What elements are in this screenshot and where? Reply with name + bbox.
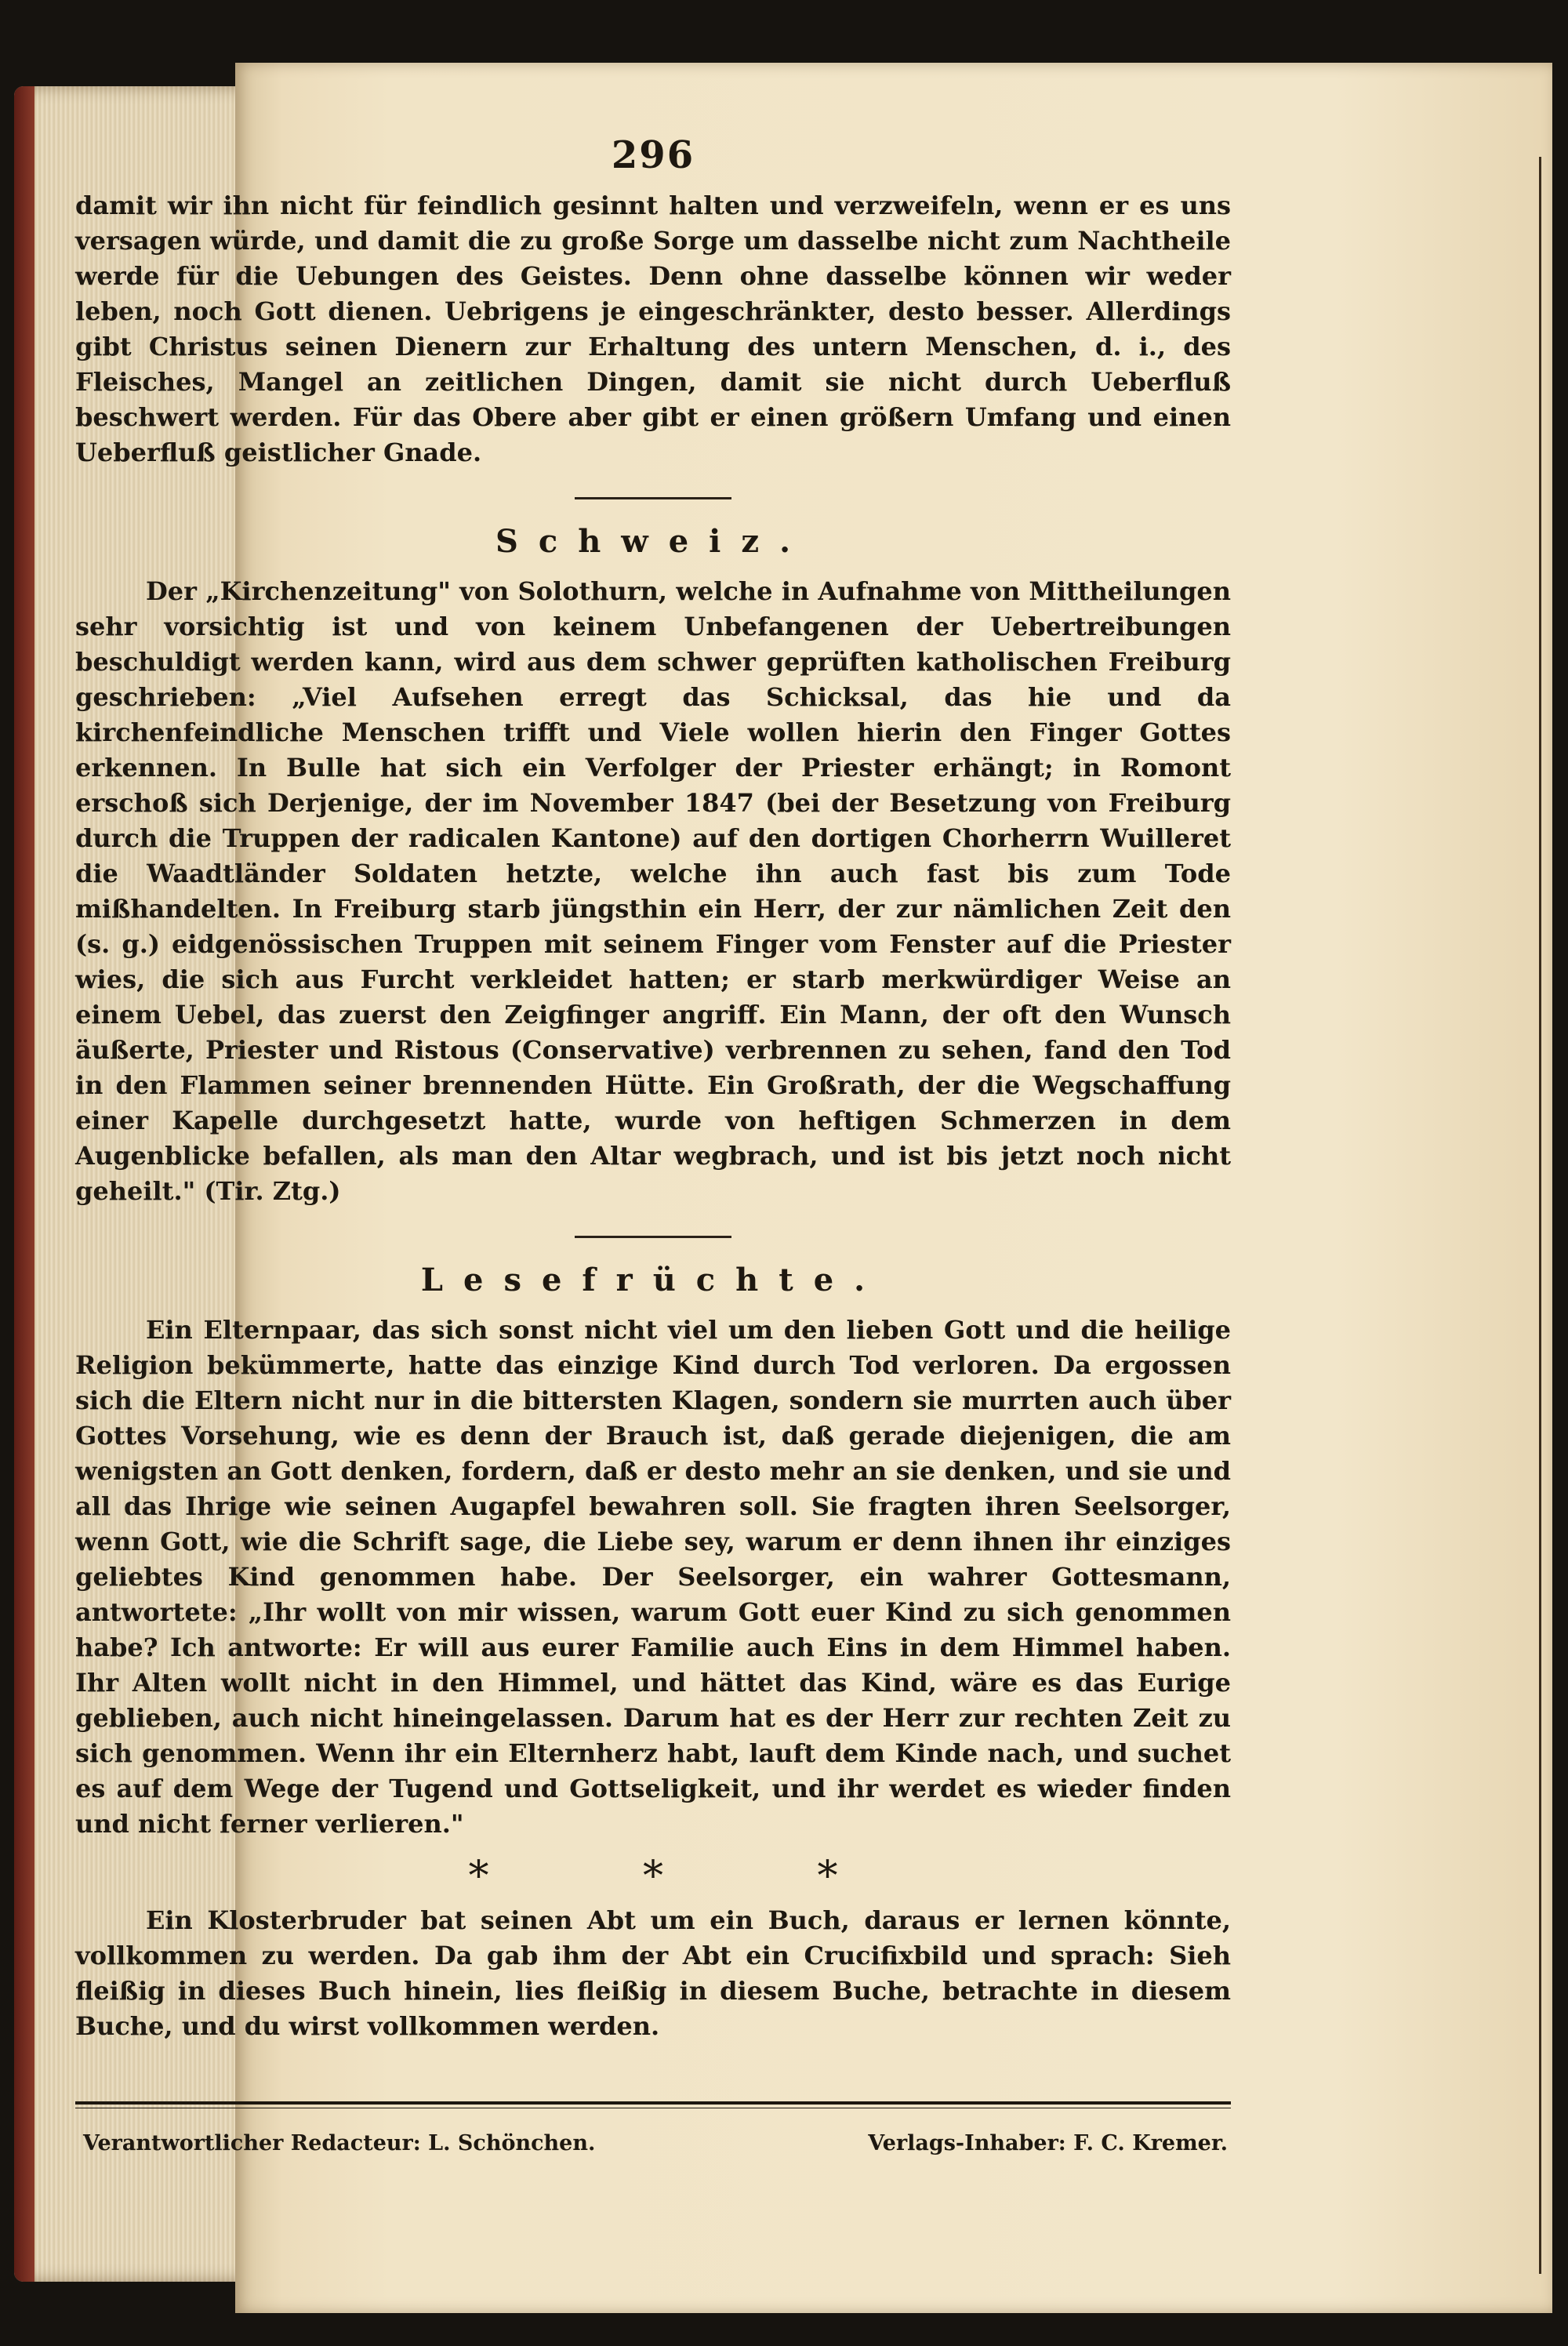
section-divider bbox=[575, 497, 731, 499]
gutter-line bbox=[1539, 157, 1541, 2274]
book-cover-edge bbox=[14, 86, 34, 2282]
section-heading-lesefruechte: Lesefrüchte. bbox=[420, 1262, 886, 1298]
lesefruechte-paragraph-2: Ein Klosterbruder bat seinen Abt um ein Buch, daraus er lernen könnte, vollkommen zu werden. Da gab ihm der Abt ein Crucifixbild und sprach: Sieh fleißig in dieses Buch hinein, lies fleißig in diesem Buche, betrachte in diesem Buche, und du wirst vollkommen werden. bbox=[75, 1905, 1231, 2041]
footer-rule bbox=[75, 2101, 1231, 2104]
page-number: 296 bbox=[611, 133, 695, 177]
asterism-separator: * * * bbox=[468, 1853, 909, 1900]
section-divider bbox=[575, 1236, 731, 1238]
section-heading-schweiz: Schweiz. bbox=[495, 523, 811, 560]
schweiz-paragraph: Der „Kirchenzeitung" von Solothurn, welche in Aufnahme von Mittheilungen sehr vorsichtig ist und von keinem Unbefangenen der Uebertreibungen beschuldigt werden kann, wird aus dem schwer geprüften katholischen Freiburg geschrieben: „Viel Aufsehen erregt das Schicksal, das hie und da kirchenfeindliche Menschen trifft und Viele wollen hierin den Finger Gottes erkennen. In Bulle hat sich ein Verfolger der Priester erhängt; in Romont erschoß sich Derjenige, der im November 1847 (bei der Besetzung von Freiburg durch die Truppen der radicalen Kantone) auf den dortigen Chorherrn Wuilleret die Waadtländer Soldaten hetzte, welche ihn auch fast bis zum Tode mißhandelten. In Freiburg starb jüngsthin ein Herr, der zur nämlichen Zeit den (s. g.) eidgenössischen Truppen mit seinem Finger vom Fenster auf die Priester wies, die sich aus Furcht verkleidet hatten; er starb merkwürdiger Weise an einem Uebel, das zuerst den Zeigfinger angriff. Ein Mann, der oft den Wunsch äußerte, Priester und Ristous (Conservative) verbrennen zu sehen, fand den Tod in den Flammen seiner brennenden Hütte. Ein Großrath, der die Wegschaffung einer Kapelle durchgesetzt hatte, wurde von heftigen Schmerzen in dem Augenblicke befallen, als man den Altar wegbrach, und ist bis jetzt noch nicht geheilt." (Tir. Ztg.) bbox=[75, 576, 1231, 1206]
footer-editor: Verantwortlicher Redacteur: L. Schönchen. bbox=[83, 2131, 596, 2155]
opening-paragraph: damit wir ihn nicht für feindlich gesinnt halten und verzweifeln, wenn er es uns versagen würde, und damit die zu große Sorge um dasselbe nicht zum Nachtheile werde für die Uebungen des Geistes. Denn ohne dasselbe können wir weder leben, noch Gott dienen. Uebrigens je eingeschränkter, desto besser. Allerdings gibt Christus seinen Dienern zur Erhaltung des untern Menschen, d. i., des Fleisches, Mangel an zeitlichen Dingen, damit sie nicht durch Ueberfluß beschwert werden. Für das Obere aber gibt er einen größern Umfang und einen Ueberfluß geistlicher Gnade. bbox=[75, 191, 1231, 467]
page-content bbox=[75, 133, 1231, 2044]
lesefruechte-paragraph: Ein Elternpaar, das sich sonst nicht viel um den lieben Gott und die heilige Religion bekümmerte, hatte das einzige Kind durch Tod verloren. Da ergossen sich die Eltern nicht nur in die bittersten Klagen, sondern sie murrten auch über Gottes Vorsehung, wie es denn der Brauch ist, daß gerade diejenigen, die am wenigsten an Gott denken, fordern, daß er desto mehr an sie denken, und sie und all das Ihrige wie seinen Augapfel bewahren soll. Sie fragten ihren Seelsorger, wenn Gott, wie die Schrift sage, die Liebe sey, warum er denn ihnen ihr einziges geliebtes Kind genommen habe. Der Seelsorger, ein wahrer Gottesmann, antwortete: „Ihr wollt von mir wissen, warum Gott euer Kind zu sich genommen habe? Ich antworte: Er will aus eurer Familie auch Eins in dem Himmel haben. Ihr Alten wollt nicht in den Himmel, und hättet das Kind, wäre es das Eurige geblieben, auch nicht hineingelassen. Darum hat es der Herr zur rechten Zeit zu sich genommen. Wenn ihr ein Elternherz habt, lauft dem Kinde nach, und suchet es auf dem Wege der Tugend und Gottseligkeit, und ihr werdet es wieder finden und nicht ferner verlieren." bbox=[75, 1315, 1231, 1839]
footer-publisher: Verlags-Inhaber: F. C. Kremer. bbox=[868, 2131, 1228, 2155]
page-footer bbox=[83, 2131, 1228, 2155]
